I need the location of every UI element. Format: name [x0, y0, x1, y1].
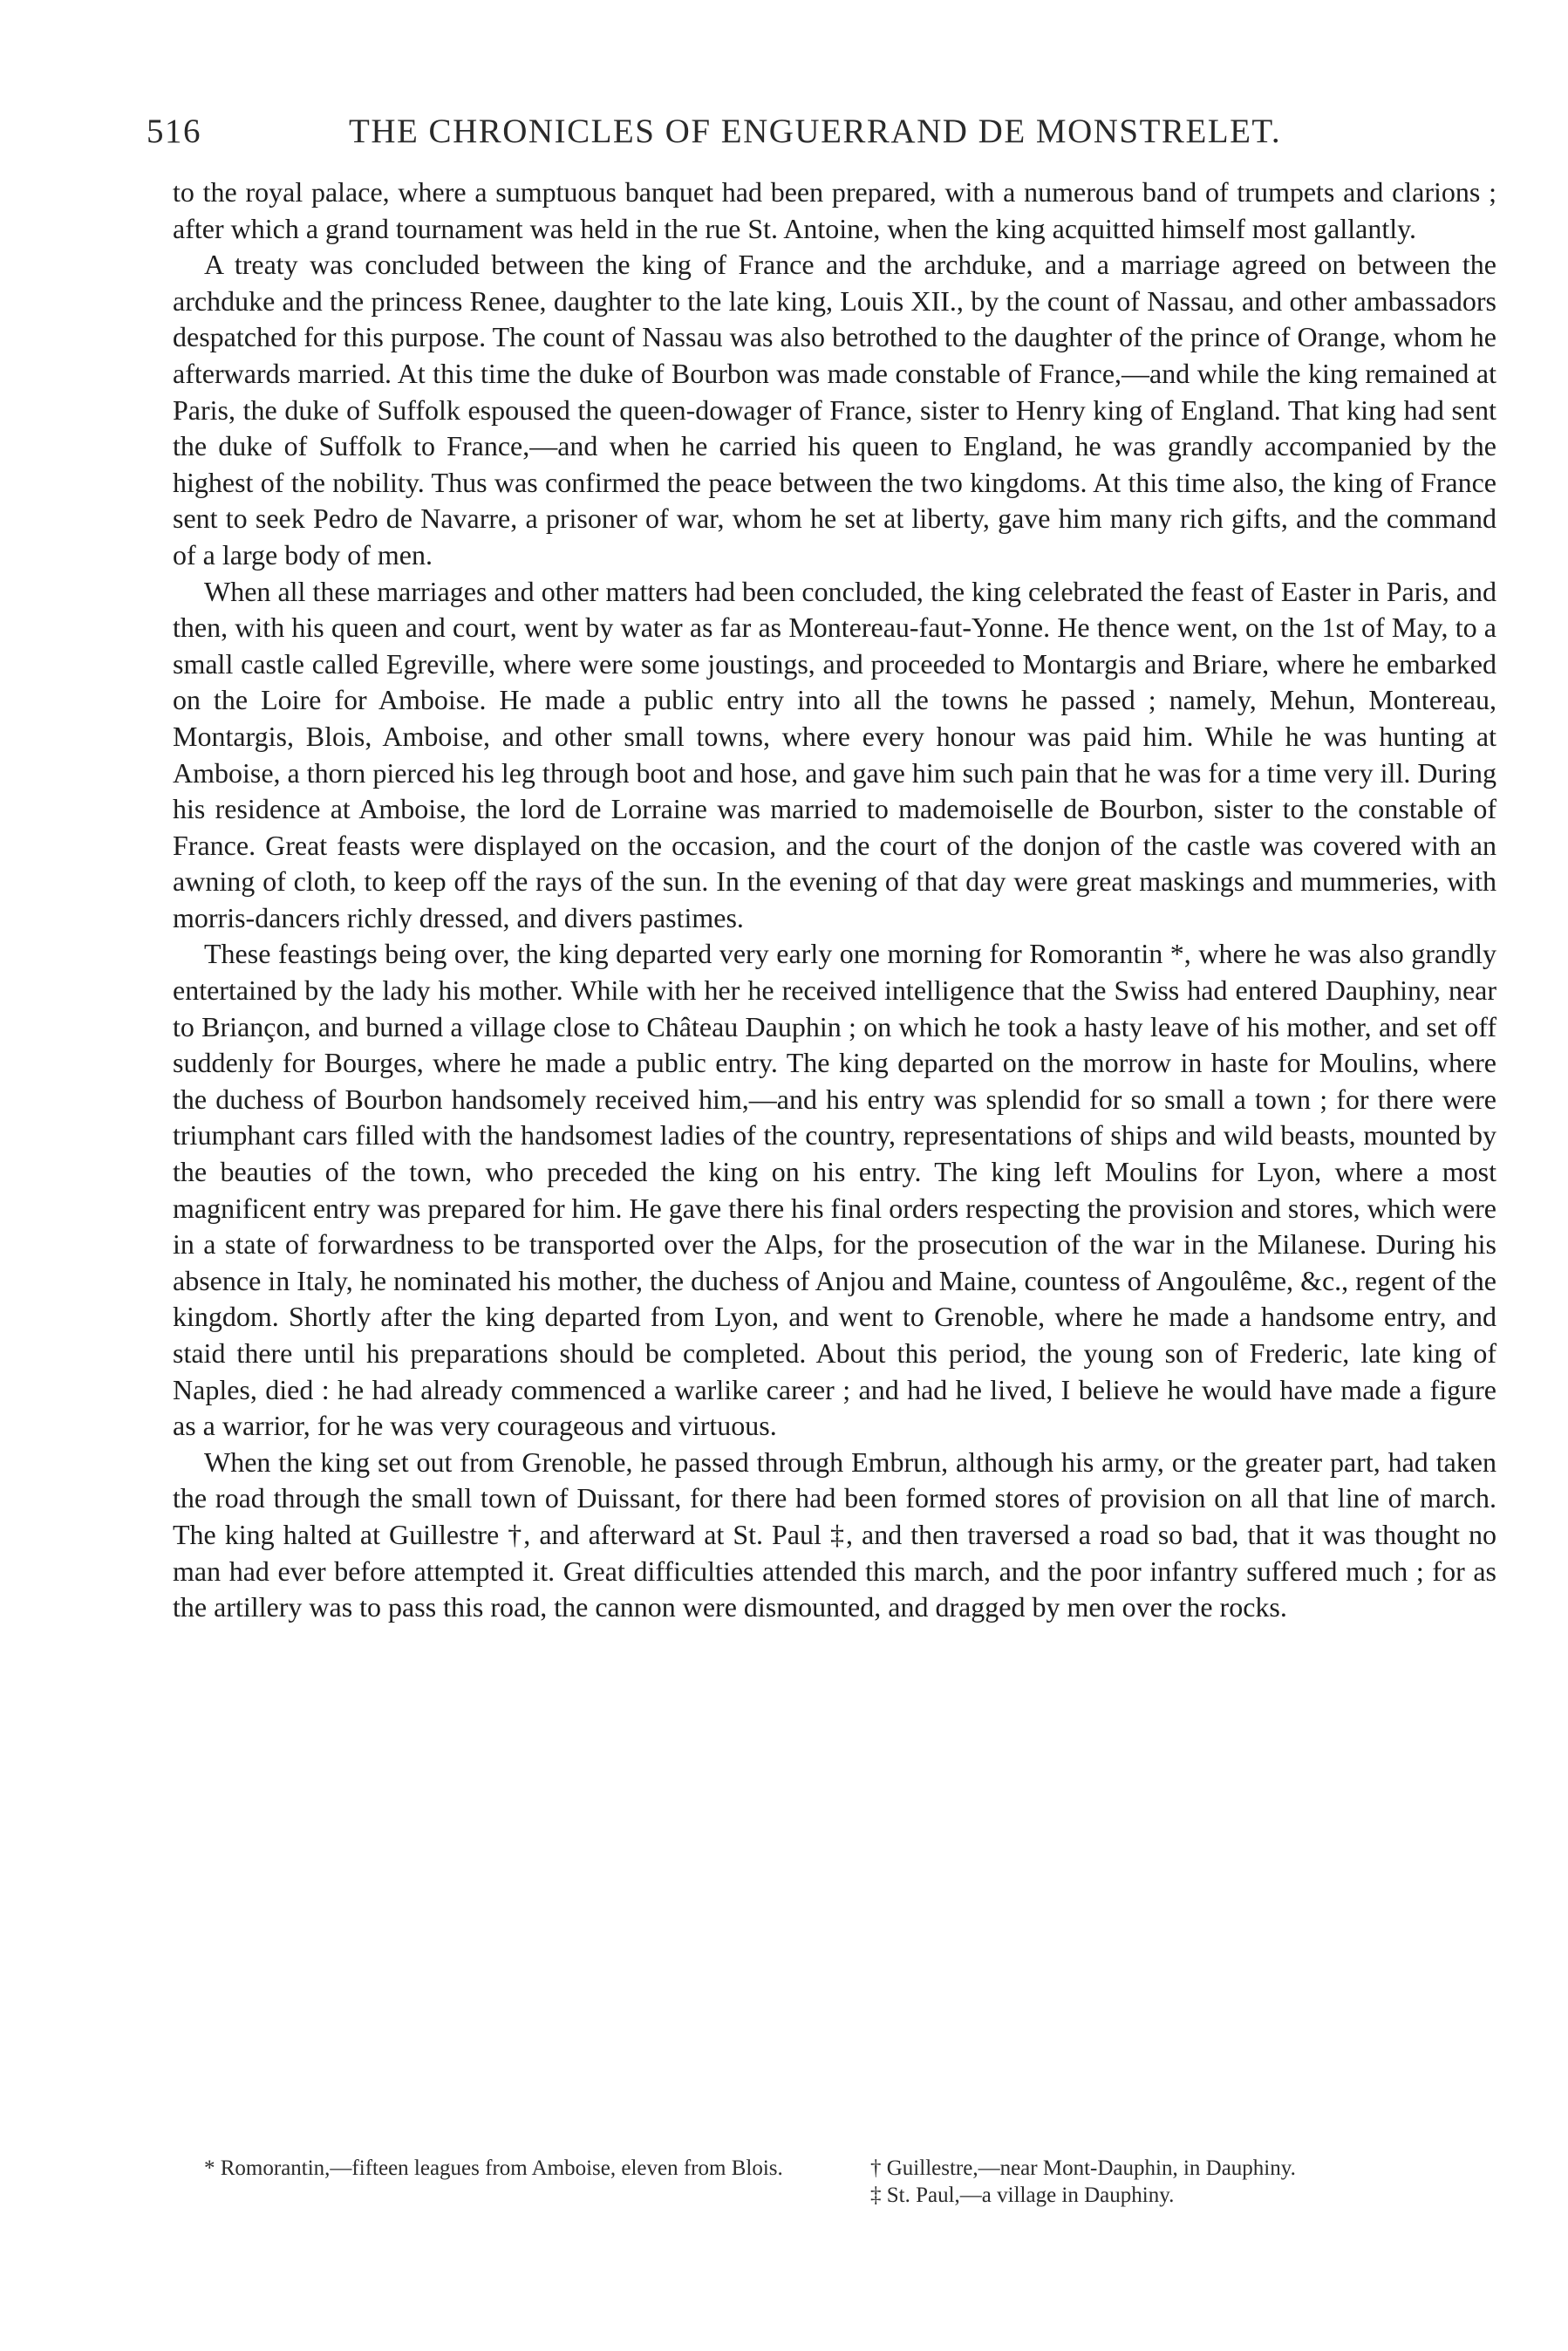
paragraph-grenoble: When the king set out from Grenoble, he passed through Embrun, although his army, or the greater part, had taken the road through the small town of Duissant, for there had been formed stores of provision on all that line of march. The king halted at Guillestre †, and afterward at St. Paul ‡, and then traversed a road so bad, that it was thought no man had ever before attempted it. Great difficulties attended this march, and the poor infantry suffered much ; for as the artillery was to pass this road, the cannon were dismounted, and dragged by men over the rocks. — [173, 1445, 1496, 1623]
footnote-guillestre: † Guillestre,—near Mont-Dauphin, in Dauphiny. — [870, 2156, 1296, 2180]
main-text — [173, 174, 1496, 1626]
footnote-st-paul: ‡ St. Paul,—a village in Dauphiny. — [870, 2184, 1175, 2207]
paragraph-continued: to the royal palace, where a sumptuous banquet had been prepared, with a numerous band of trumpets and clarions ; after which a grand tournament was held in the rue St. Antoine, when the king acquitted himself most gallantly. — [173, 176, 1496, 244]
paragraph-romorantin: These feastings being over, the king departed very early one morning for Romorantin *, where he was also grandly entertained by the lady his mother. While with her he received intelligence that the Swiss had entered Dauphiny, near to Briançon, and burned a village close to Château Dauphin ; on which he took a hasty leave of his mother, and set off suddenly for Bourges, where he made a public entry. The king departed on the morrow in haste for Moulins, where the duchess of Bourbon handsomely received him,—and his entry was splendid for so small a town ; for there were triumphant cars filled with the handsomest ladies of the country, representations of ships and wild beasts, mounted by the beauties of the town, who preceded the king on his entry. The king left Moulins for Lyon, where a most magnificent entry was prepared for him. He gave there his final orders respecting the provision and stores, which were in a state of forwardness to be transported over the Alps, for the prosecution of the war in the Milanese. During his absence in Italy, he nominated his mother, the duchess of Anjou and Maine, countess of Angoulême, &c., regent of the kingdom. Shortly after the king departed from Lyon, and went to Grenoble, where he made a handsome entry, and staid there until his preparations should be completed. About this period, the young son of Frederic, late king of Naples, died : he had already commenced a warlike career ; and had he lived, I believe he would have made a figure as a warrior, for he was very courageous and virtuous. — [173, 938, 1496, 1442]
paragraph-treaty: A treaty was concluded between the king of France and the archduke, and a marriage agreed on between the archduke and the princess Renee, daughter to the late king, Louis XII., by the count of Nassau, and other ambassadors despatched for this purpose. The count of Nassau was also betrothed to the daughter of the prince of Orange, whom he afterwards married. At this time the duke of Bourbon was made constable of France,—and while the king remained at Paris, the duke of Suffolk espoused the queen-dowager of France, sister to Henry king of England. That king had sent the duke of Suffolk to France,—and when he carried his queen to England, he was grandly accompanied by the highest of the nobility. Thus was confirmed the peace between the two kingdoms. At this time also, the king of France sent to seek Pedro de Navarre, a prisoner of war, whom he set at liberty, gave him many rich gifts, and the command of a large body of men. — [173, 249, 1496, 571]
paragraph-easter: When all these marriages and other matters had been concluded, the king celebrated the feast of Easter in Paris, and then, with his queen and court, went by water as far as Montereau-faut-Yonne. He thence went, on the 1st of May, to a small castle called Egreville, where were some joustings, and proceeded to Montargis and Briare, where he embarked on the Loire for Amboise. He made a public entry into all the towns he passed ; namely, Mehun, Montereau, Montargis, Blois, Amboise, and other small towns, where every honour was paid him. While he was hunting at Amboise, a thorn pierced his leg through boot and hose, and gave him such pain that he was for a time very ill. During his residence at Amboise, the lord de Lorraine was married to mademoiselle de Bourbon, sister to the constable of France. Great feasts were displayed on the occasion, and the court of the donjon of the castle was covered with an awning of cloth, to keep off the rays of the sun. In the evening of that day were great maskings and mummeries, with morris-dancers richly dressed, and divers pastimes. — [173, 575, 1496, 933]
page-header — [147, 112, 1507, 155]
page-number: 516 — [147, 113, 201, 150]
footnotes-right-column — [870, 2155, 1496, 2209]
running-title: THE CHRONICLES OF ENGUERRAND DE MONSTRELET. — [349, 113, 1282, 150]
footnote-romorantin: * Romorantin,—fifteen leagues from Amboise, eleven from Blois. — [204, 2156, 783, 2180]
